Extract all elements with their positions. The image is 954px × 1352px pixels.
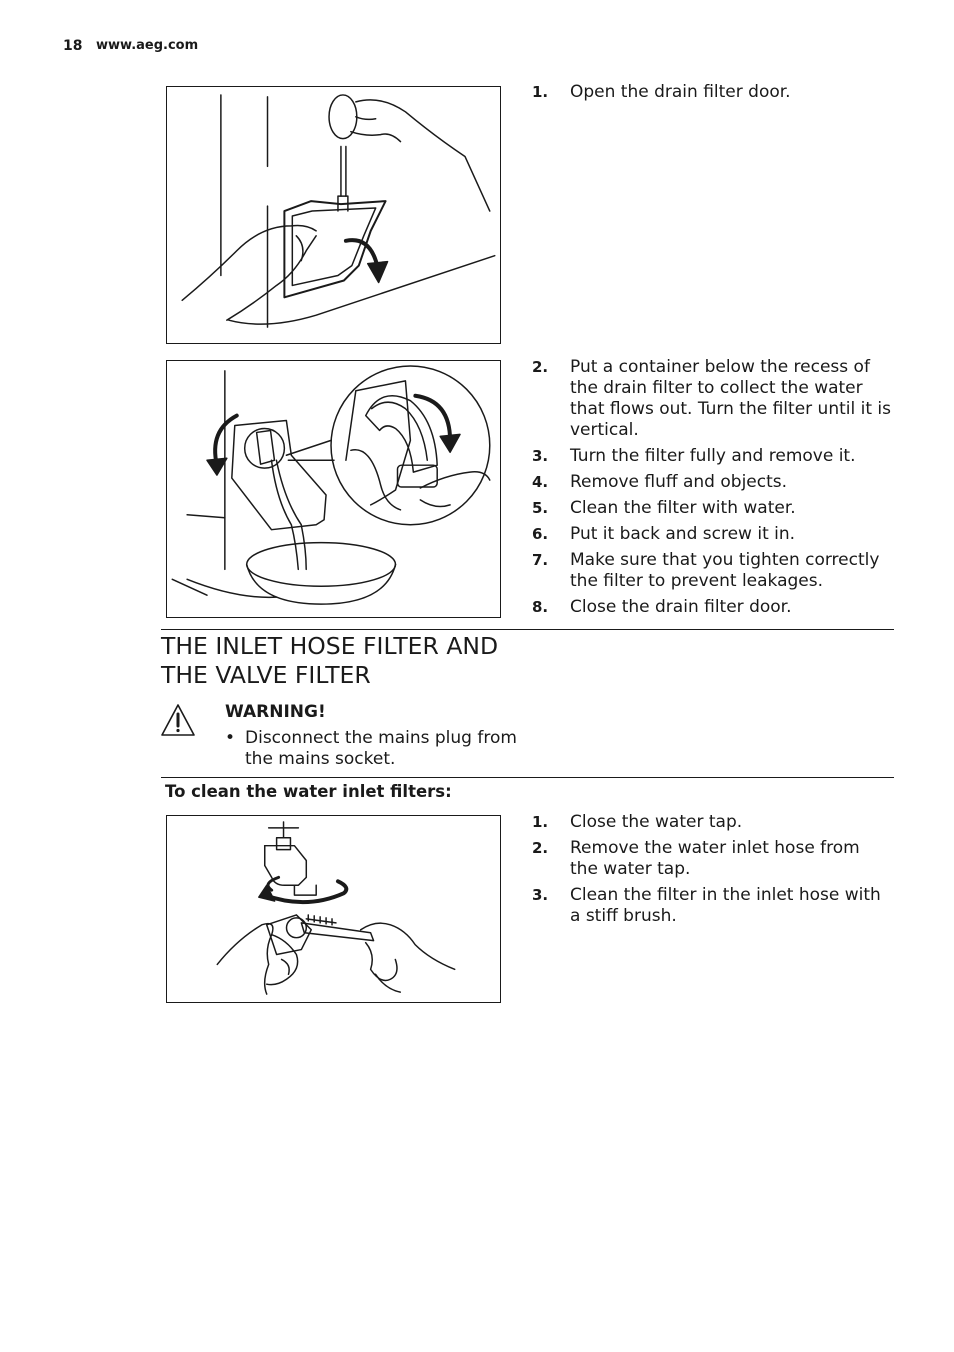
list-item [532, 550, 892, 592]
step-text: Close the water tap. [570, 812, 743, 832]
step-text: Open the drain filter door. [570, 82, 791, 102]
illustration-remove-filter [166, 360, 501, 618]
subheading: To clean the water inlet filters: [165, 782, 452, 801]
list-item [532, 885, 892, 927]
step-number: 4. [532, 473, 549, 491]
step-number: 3. [532, 447, 549, 465]
page-number: 18 [63, 38, 83, 54]
website-url: www.aeg.com [96, 38, 199, 53]
warning-list [225, 728, 525, 770]
step-text: Close the drain filter door. [570, 597, 792, 617]
section-title: THE INLET HOSE FILTER AND THE VALVE FILTER [161, 632, 499, 689]
list-item [532, 446, 892, 467]
step-number: 8. [532, 598, 549, 616]
section-divider [161, 629, 894, 630]
warning-text: Disconnect the mains plug from the mains socket. [245, 728, 517, 769]
step-text: Make sure that you tighten correctly the filter to prevent leakages. [570, 550, 880, 591]
warning-title: WARNING! [225, 702, 326, 722]
bullet-icon: • [225, 728, 236, 748]
step-text: Put a container below the recess of the drain filter to collect the water that flows out. Turn the filter until it is vertical. [570, 357, 891, 440]
list-item [532, 597, 892, 618]
illustration-open-filter-door [166, 86, 501, 344]
step-number: 1. [532, 83, 549, 101]
list-item [532, 524, 892, 545]
list-item [532, 357, 892, 441]
list-item [532, 812, 892, 833]
step-text: Remove fluff and objects. [570, 472, 788, 492]
step-text: Turn the filter fully and remove it. [570, 446, 856, 466]
warning-triangle-icon [160, 702, 196, 738]
step-text: Clean the filter with water. [570, 498, 796, 518]
step-number: 2. [532, 358, 549, 376]
list-item [225, 728, 525, 770]
step-number: 7. [532, 551, 549, 569]
list-item [532, 838, 892, 880]
step-text: Clean the filter in the inlet hose with a stiff brush. [570, 885, 881, 926]
section-divider [161, 777, 894, 778]
step-number: 3. [532, 886, 549, 904]
step-text: Put it back and screw it in. [570, 524, 796, 544]
step-number: 1. [532, 813, 549, 831]
step-number: 2. [532, 839, 549, 857]
step-number: 5. [532, 499, 549, 517]
step-text: Remove the water inlet hose from the water tap. [570, 838, 860, 879]
step-number: 6. [532, 525, 549, 543]
list-item [532, 82, 892, 103]
list-item [532, 472, 892, 493]
illustration-clean-inlet-filter [166, 815, 501, 1003]
list-item [532, 498, 892, 519]
